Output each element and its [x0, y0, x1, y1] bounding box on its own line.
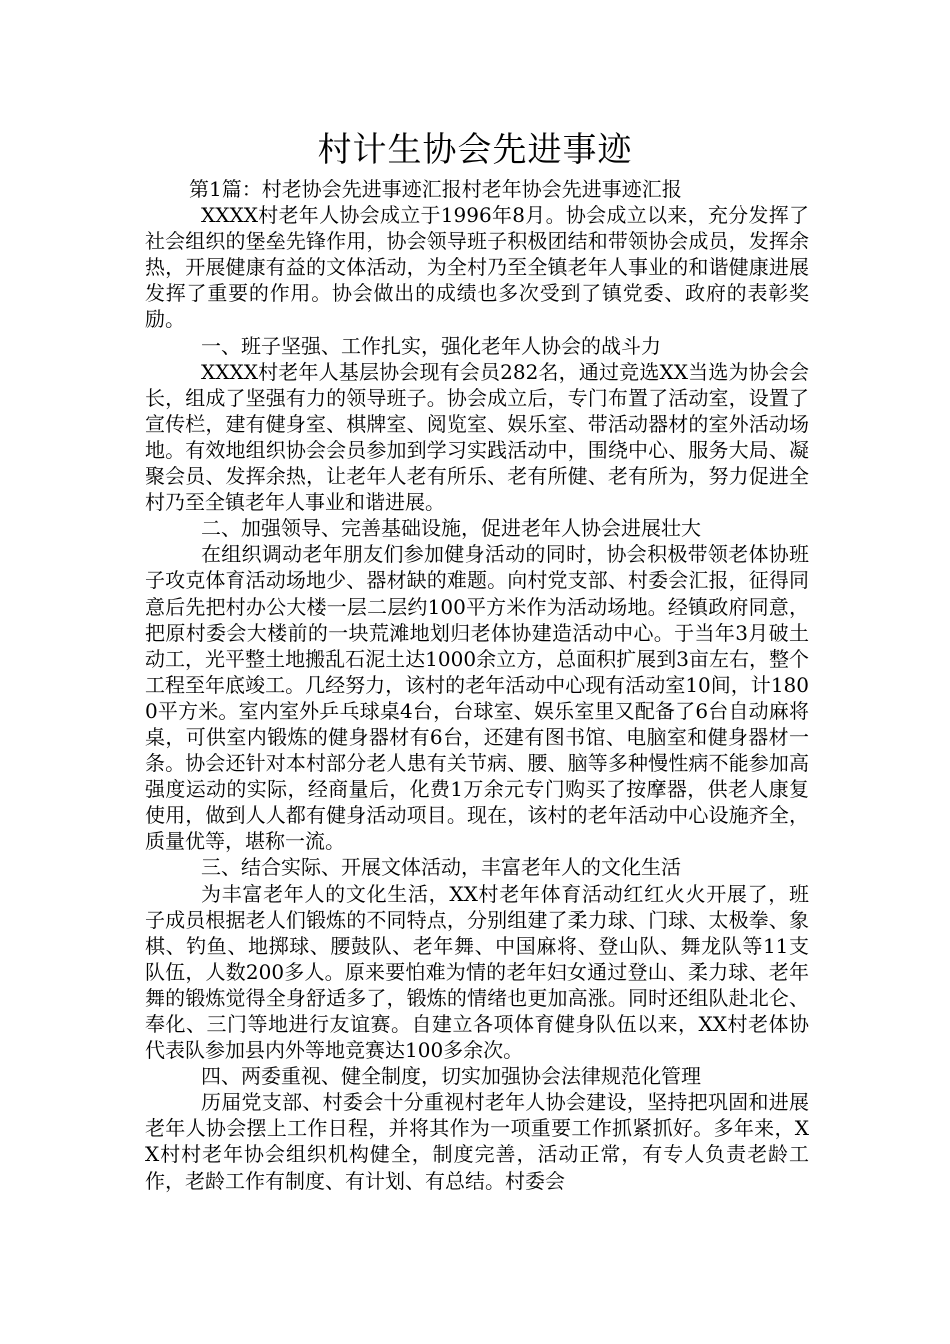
section-heading-4: 四、两委重视、健全制度，切实加强协会法律规范化管理 [201, 1064, 701, 1089]
document-title: 村计生协会先进事迹 [317, 130, 633, 170]
paragraph-article-heading: 第1篇：村老协会先进事迹汇报村老年协会先进事迹汇报 [189, 177, 682, 201]
paragraph-section-4: 历届党支部、村委会十分重视村老年人协会建设，坚持把巩固和进展老年人协会摆上工作日程，并将其作为一项重要工作抓紧抓好。多年来，XX村村老年协会组织机构健全，制度完善，活动正常，有专人负责老龄工作，老龄工作有制度、有计划、有总结。村委会 [145, 1090, 809, 1193]
paragraph-section-2: 在组织调动老年朋友们参加健身活动的同时，协会积极带领老体协班子攻克体育活动场地少、器材缺的难题。向村党支部、村委会汇报，征得同意后先把村办公大楼一层二层约100平方米作为活动场地。经镇政府同意，把原村委会大楼前的一块荒滩地划归老体协建造活动中心。于当年3月破土动工，光平整土地搬乱石泥土达1000余立方，总面积扩展到3亩左右，整个工程至年底竣工。几经努力，该村的老年活动中心现有活动室10间，计1800平方米。室内室外乒乓球桌4台，台球室、娱乐室里又配备了6台自动麻将桌，可供室内锻炼的健身器材有6台，还建有图书馆、电脑室和健身器材一条。协会还针对本村部分老人患有关节病、腰、脑等多种慢性病不能参加高强度运动的实际，经商量后，化费1万余元专门购买了按摩器，供老人康复使用，做到人人都有健身活动项目。现在，该村的老年活动中心设施齐全，质量优等，堪称一流。 [145, 542, 809, 854]
paragraph-section-1: XXXX村老年人基层协会现有会员282名，通过竞选XX当选为协会会长，组成了坚强有力的领导班子。协会成立后，专门布置了活动室，设置了宣传栏，建有健身室、棋牌室、阅览室、娱乐室、带活动器材的室外活动场地。有效地组织协会会员参加到学习实践活动中，围绕中心、服务大局、凝聚会员、发挥余热，让老年人老有所乐、老有所健、老有所为，努力促进全村乃至全镇老年人事业和谐进展。 [145, 359, 809, 515]
paragraph-section-3: 为丰富老年人的文化生活，XX村老年体育活动红红火火开展了，班子成员根据老人们锻炼的不同特点，分别组建了柔力球、门球、太极拳、象棋、钓鱼、地掷球、腰鼓队、老年舞、中国麻将、登山队、舞龙队等11支队伍，人数200多人。原来要怕难为情的老年妇女通过登山、柔力球、老年舞的锻炼觉得全身舒适多了，锻炼的情绪也更加高涨。同时还组队赴北仑、奉化、三门等地进行友谊赛。自建立各项体育健身队伍以来，XX村老体协代表队参加县内外等地竞赛达100多余次。 [145, 881, 809, 1063]
document-body [145, 176, 809, 1194]
section-heading-3: 三、结合实际、开展文体活动，丰富老年人的文化生活 [201, 855, 681, 880]
section-heading-1: 一、班子坚强、工作扎实，强化老年人协会的战斗力 [201, 333, 661, 358]
paragraph-intro: XXXX村老年人协会成立于1996年8月。协会成立以来，充分发挥了社会组织的堡垒先锋作用，协会领导班子积极团结和带领协会成员，发挥余热，开展健康有益的文体活动，为全村乃至全镇老年人事业的和谐健康进展发挥了重要的作用。协会做出的成绩也多次受到了镇党委、政府的表彰奖励。 [145, 203, 809, 332]
section-heading-2: 二、加强领导、完善基础设施，促进老年人协会进展壮大 [201, 516, 701, 541]
